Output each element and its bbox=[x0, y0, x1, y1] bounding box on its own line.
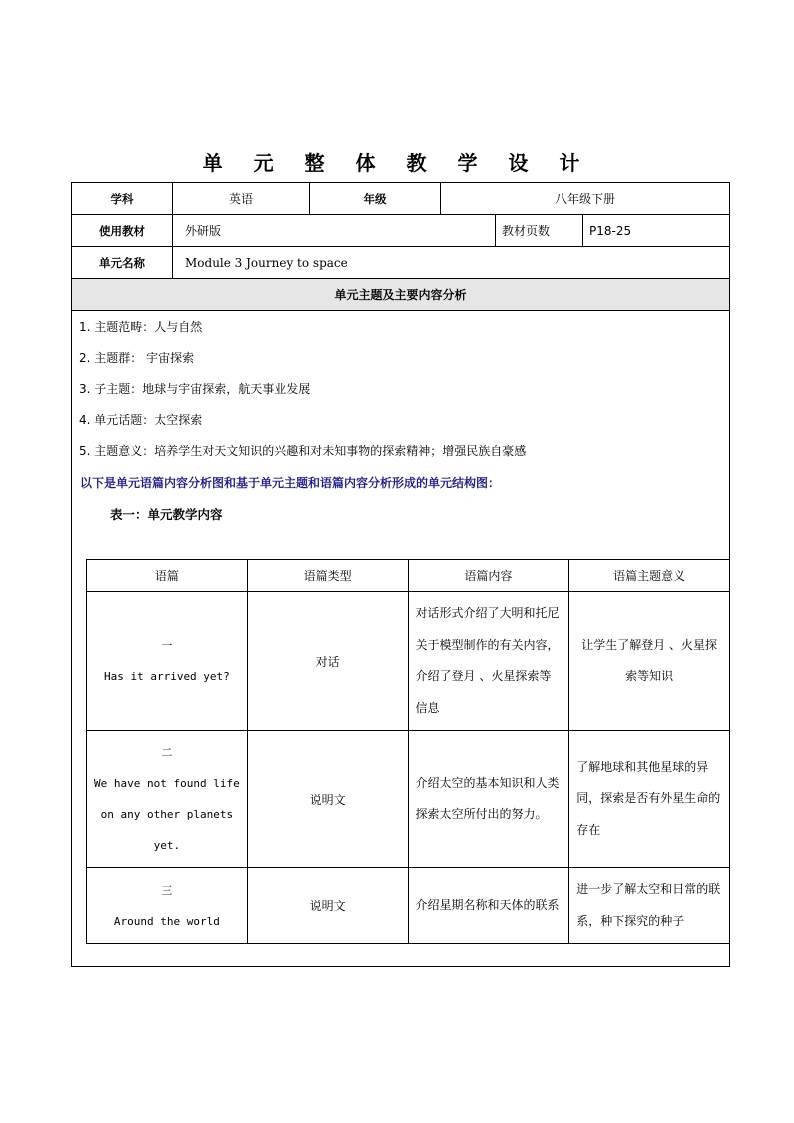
table-row bbox=[87, 868, 730, 944]
topic-item: 1. 主题范畴：人与自然 bbox=[79, 320, 203, 334]
topic-item: 4. 单元话题：太空探索 bbox=[79, 413, 203, 427]
unit-content-table bbox=[86, 559, 730, 944]
grade-value: 八年级下册 bbox=[554, 192, 615, 206]
passage-cell bbox=[87, 731, 248, 868]
info-row-textbook bbox=[72, 215, 729, 247]
column-header: 语篇内容 bbox=[408, 560, 569, 592]
passage-type: 说明文 bbox=[247, 868, 408, 944]
info-row-unit bbox=[72, 247, 729, 279]
passage-cell bbox=[87, 868, 248, 944]
passage-meaning: 进一步了解太空和日常的联系，种下探究的种子 bbox=[569, 868, 730, 944]
passage-type: 对话 bbox=[247, 592, 408, 731]
info-row-subject bbox=[72, 183, 729, 215]
topic-item: 3. 子主题：地球与宇宙探索，航天事业发展 bbox=[79, 382, 311, 396]
subject-value: 英语 bbox=[173, 183, 310, 214]
passage-title: Has it arrived yet? bbox=[103, 670, 230, 683]
grade-label: 年级 bbox=[310, 183, 441, 214]
table-header-row bbox=[87, 560, 730, 592]
table-row bbox=[87, 592, 730, 731]
passage-content: 介绍太空的基本知识和人类探索太空所付出的努力。 bbox=[408, 731, 569, 868]
unit-label: 单元名称 bbox=[72, 247, 173, 278]
subject-label: 学科 bbox=[72, 183, 173, 214]
passage-meaning: 让学生了解登月 、火星探索等知识 bbox=[569, 592, 730, 731]
pages-label: 教材页数 bbox=[496, 215, 583, 246]
topic-item: 2. 主题群： 宇宙探索 bbox=[79, 351, 195, 365]
document-title: 单 元 整 体 教 学 设 计 bbox=[202, 151, 592, 175]
analysis-header-row bbox=[72, 279, 729, 311]
analysis-note: 以下是单元语篇内容分析图和基于单元主题和语篇内容分析形成的单元结构图： bbox=[80, 476, 501, 490]
analysis-header: 单元主题及主要内容分析 bbox=[72, 279, 729, 310]
table-row bbox=[87, 731, 730, 868]
column-header: 语篇主题意义 bbox=[569, 560, 730, 592]
passage-meaning: 了解地球和其他星球的异同，探索是否有外星生命的存在 bbox=[569, 731, 730, 868]
passage-cell bbox=[87, 592, 248, 731]
design-form bbox=[71, 182, 730, 967]
textbook-label: 使用教材 bbox=[72, 215, 173, 246]
column-header: 语篇 bbox=[87, 560, 248, 592]
passage-number: 三 bbox=[161, 883, 173, 897]
passage-content: 介绍星期名称和天体的联系 bbox=[408, 868, 569, 944]
pages-value: P18-25 bbox=[589, 223, 632, 238]
passage-title: We have not found life on any other planets yet. bbox=[94, 777, 240, 852]
topic-item: 5. 主题意义：培养学生对天文知识的兴趣和对未知事物的探索精神；增强民族自豪感 bbox=[79, 444, 527, 458]
passage-content: 对话形式介绍了大明和托尼关于模型制作的有关内容，介绍了登月 、火星探索等信息 bbox=[408, 592, 569, 731]
passage-type: 说明文 bbox=[247, 731, 408, 868]
unit-value: Module 3 Journey to space bbox=[185, 255, 348, 270]
passage-number: 二 bbox=[161, 746, 173, 759]
passage-number: 一 bbox=[161, 639, 173, 652]
textbook-value: 外研版 bbox=[173, 215, 496, 246]
passage-title: Around the world bbox=[113, 914, 220, 928]
table-caption: 表一：单元教学内容 bbox=[110, 507, 223, 522]
column-header: 语篇类型 bbox=[247, 560, 408, 592]
